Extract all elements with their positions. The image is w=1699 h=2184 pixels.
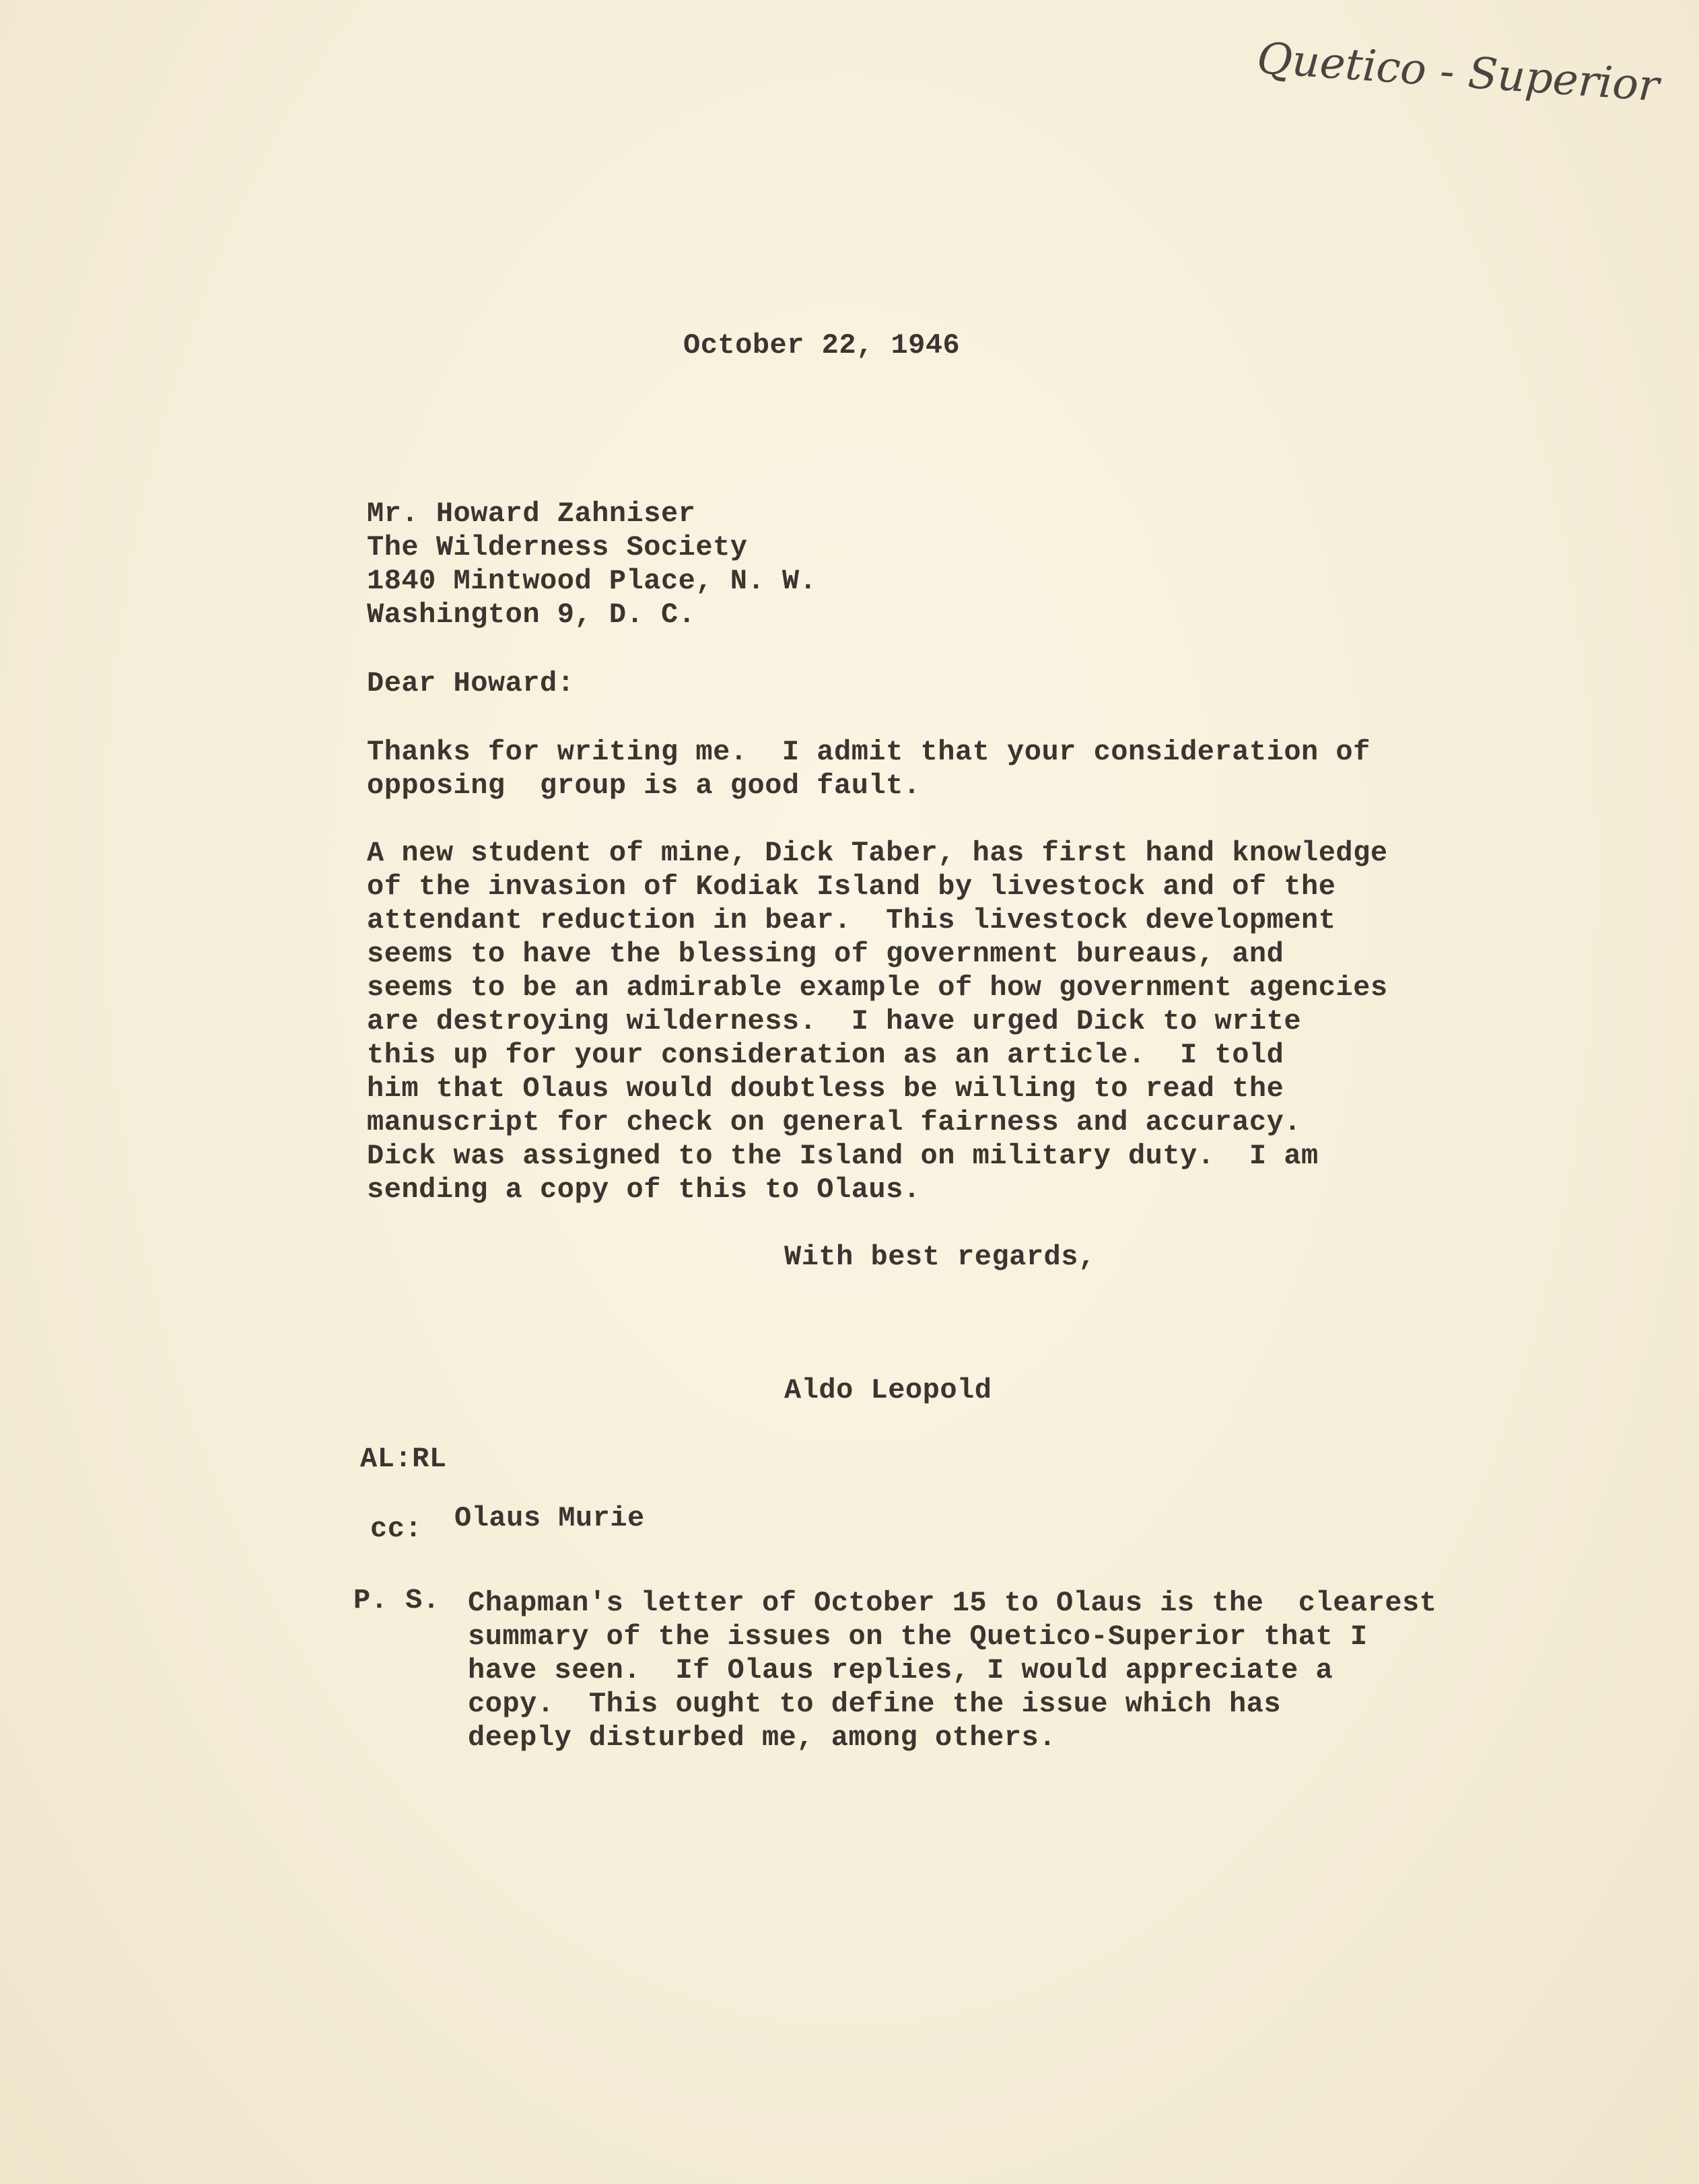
cc-name: Olaus Murie bbox=[454, 1502, 645, 1534]
text-line: opposing group is a good fault. bbox=[367, 770, 921, 802]
closing: With best regards, bbox=[784, 1241, 1096, 1273]
signature-name: Aldo Leopold bbox=[784, 1374, 992, 1406]
handwritten-annotation: Quetico - Superior bbox=[1255, 34, 1661, 112]
typist-initials: AL:RL bbox=[360, 1443, 447, 1475]
cc-label: cc: bbox=[370, 1513, 423, 1545]
text-line: manuscript for check on general fairness and accuracy. bbox=[367, 1106, 1302, 1138]
text-line: attendant reduction in bear. This livestock development bbox=[367, 904, 1336, 936]
text-line: Chapman's letter of October 15 to Olaus is the clearest bbox=[468, 1587, 1437, 1619]
text-line: Thanks for writing me. I admit that your consideration of bbox=[367, 736, 1371, 768]
address-line: The Wilderness Society bbox=[367, 531, 748, 564]
text-line: seems to have the blessing of government bureaus, and bbox=[367, 938, 1284, 970]
text-line: summary of the issues on the Quetico-Superior that I bbox=[468, 1620, 1368, 1653]
address-line: Washington 9, D. C. bbox=[367, 599, 696, 631]
text-line: have seen. If Olaus replies, I would appreciate a bbox=[468, 1654, 1333, 1686]
text-line: this up for your consideration as an article. I told bbox=[367, 1039, 1284, 1071]
text-line: deeply disturbed me, among others. bbox=[468, 1721, 1056, 1754]
address-line: 1840 Mintwood Place, N. W. bbox=[367, 565, 817, 597]
text-line: of the invasion of Kodiak Island by livestock and of the bbox=[367, 871, 1336, 903]
text-line: sending a copy of this to Olaus. bbox=[367, 1173, 921, 1206]
ps-label: P. S. bbox=[353, 1584, 440, 1616]
text-line: are destroying wilderness. I have urged Dick to write bbox=[367, 1005, 1302, 1037]
text-line: seems to be an admirable example of how government agencies bbox=[367, 971, 1388, 1004]
text-line: Dick was assigned to the Island on military duty. I am bbox=[367, 1140, 1319, 1172]
text-line: A new student of mine, Dick Taber, has first hand knowledge bbox=[367, 837, 1388, 869]
text-line: him that Olaus would doubtless be willing to read the bbox=[367, 1072, 1284, 1105]
letter-date: October 22, 1946 bbox=[683, 329, 961, 362]
text-line: copy. This ought to define the issue which has bbox=[468, 1688, 1282, 1720]
salutation: Dear Howard: bbox=[367, 667, 575, 699]
address-line: Mr. Howard Zahniser bbox=[367, 498, 696, 530]
